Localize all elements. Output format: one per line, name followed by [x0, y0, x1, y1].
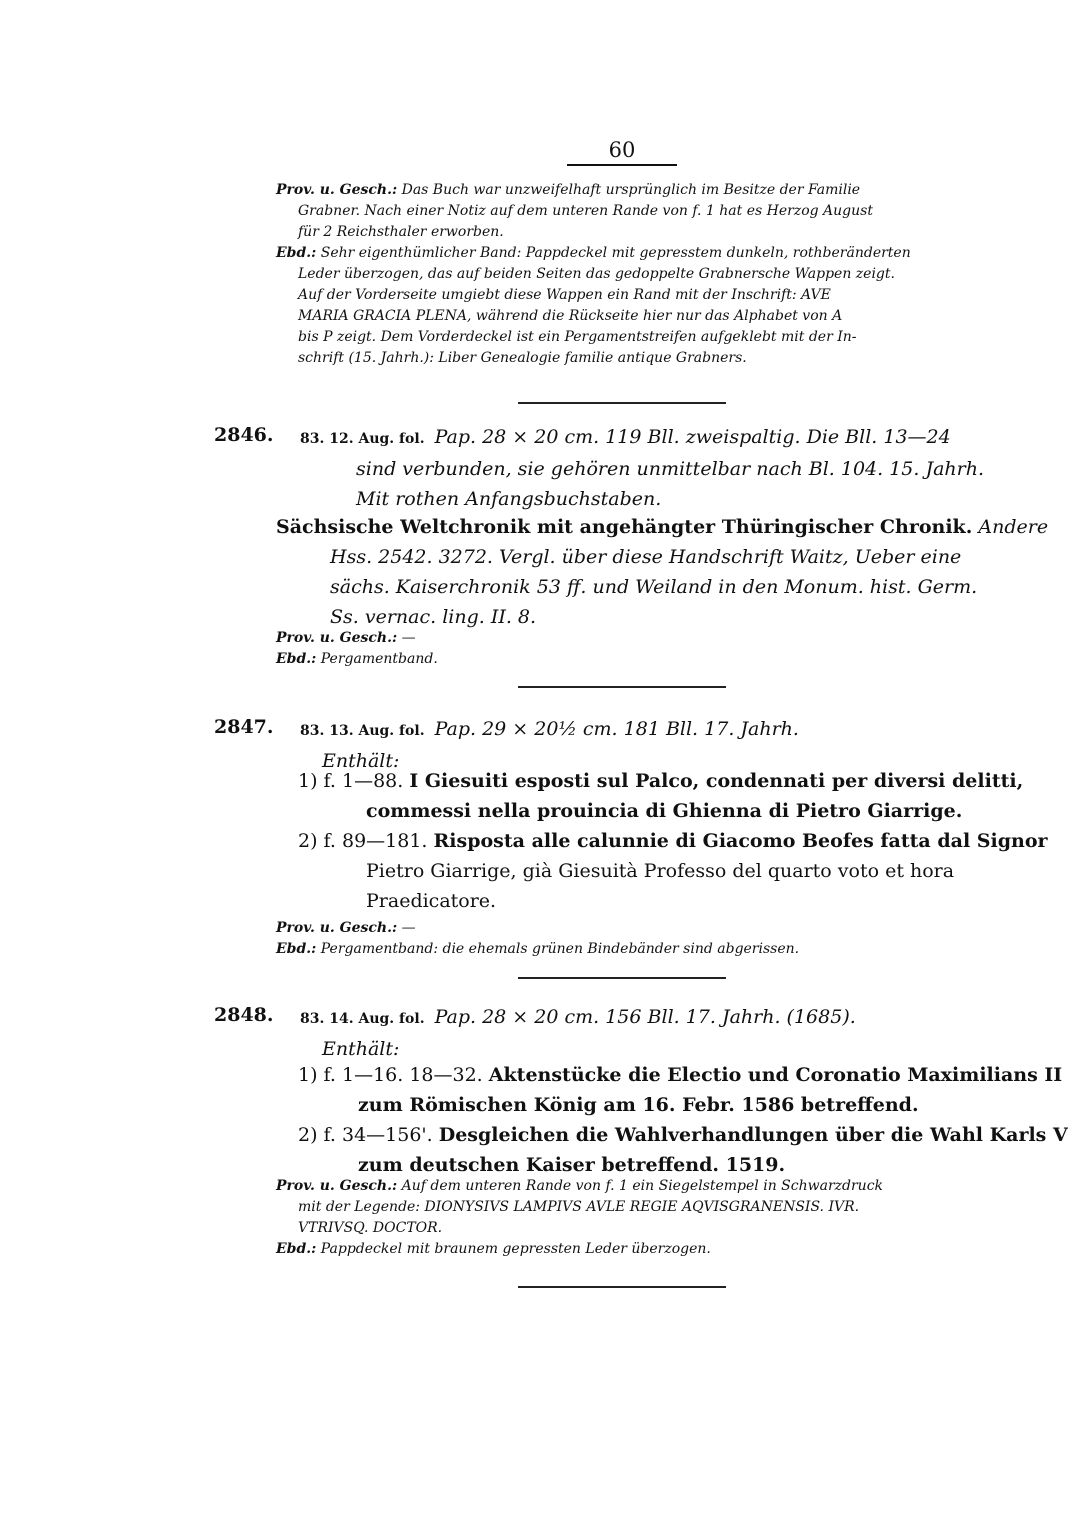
manuscript-title: Sächsische Weltchronik mit angehängter Thüringischer Chronik. [276, 516, 973, 538]
prov-text-cont: VTRIVSQ. DOCTOR. [298, 1220, 443, 1236]
ebd-line-4: MARIA GRACIA PLENA, während die Rückseite hier nur das Alphabet von A [298, 308, 843, 324]
contains-label: Enthält: [322, 1038, 400, 1060]
title-more-line-2: sächs. Kaiserchronik 53 ff. und Weiland in den Monum. hist. Germ. [330, 576, 978, 598]
entry-desc: Pap. 28 × 20 cm. 156 Bll. 17. Jahrh. (1685). [434, 1006, 856, 1028]
prov-line [276, 918, 986, 939]
item-text-cont: Praedicatore. [366, 890, 497, 912]
entry-desc-line [300, 714, 990, 746]
ebd-label: Ebd.: [276, 245, 317, 261]
prov-label: Prov. u. Gesch.: [276, 920, 398, 936]
prov-label: Prov. u. Gesch.: [276, 182, 398, 198]
item-ref: 1) f. 1—16. 18—32. [298, 1064, 483, 1086]
entry-2846-notes [276, 628, 986, 670]
shelf-mark: 83. 13. Aug. fol. [300, 723, 425, 739]
title-line [276, 512, 1049, 542]
page-number: 60 [567, 138, 677, 166]
item-text-cont: commessi nella prouincia di Ghienna di Pietro Giarrige. [366, 800, 963, 822]
entry-2846 [300, 422, 990, 514]
prov-label: Prov. u. Gesch.: [276, 630, 398, 646]
ebd-text: Pergamentband: die ehemals grünen Bindebänder sind abgerissen. [320, 941, 800, 957]
entry-desc: Pap. 29 × 20½ cm. 181 Bll. 17. Jahrh. [434, 718, 799, 740]
prov-line-2: Grabner. Nach einer Notiz auf dem unteren Rande von f. 1 hat es Herzog August [298, 203, 873, 219]
prov-line [276, 1176, 992, 1197]
ebd-line-1 [276, 243, 986, 264]
item-line [298, 826, 1048, 856]
entry-2847-notes [276, 918, 986, 960]
entry-2846-title [276, 512, 1049, 632]
item-text: Desgleichen die Wahlverhandlungen über die Wahl Karls V [438, 1124, 1068, 1146]
entry-number: 2847. [214, 716, 274, 738]
item-text-cont: zum Römischen König am 16. Febr. 1586 betreffend. [358, 1094, 919, 1116]
entry-desc: Pap. 28 × 20 cm. 119 Bll. zweispaltig. Die Bll. 13—24 [434, 426, 951, 448]
item-ref: 2) f. 34—156'. [298, 1124, 433, 1146]
ebd-label: Ebd.: [276, 1241, 317, 1257]
shelf-mark: 83. 14. Aug. fol. [300, 1011, 425, 1027]
prov-text: — [401, 920, 416, 936]
separator-rule [518, 1286, 726, 1288]
item-line [298, 1060, 1063, 1090]
entry-number: 2848. [214, 1004, 274, 1026]
prov-text: — [401, 630, 416, 646]
separator-rule [518, 686, 726, 688]
ebd-label: Ebd.: [276, 651, 317, 667]
entry-desc-line-3: Mit rothen Anfangsbuchstaben. [356, 488, 662, 510]
ebd-line-5: bis P zeigt. Dem Vorderdeckel ist ein Pergamentstreifen aufgeklebt mit der In- [298, 329, 857, 345]
entry-2847-items [298, 766, 1048, 916]
item-line [298, 766, 1024, 796]
title-more-line-1: Hss. 2542. 3272. Vergl. über diese Handschrift Waitz, Ueber eine [330, 546, 962, 568]
entry-2848 [300, 1002, 990, 1064]
ebd-text: Sehr eigenthümlicher Band: Pappdeckel mit gepresstem dunkeln, rothberänderten [320, 245, 911, 261]
item-text-cont: Pietro Giarrige, già Giesuità Professo del quarto voto et hora [366, 860, 955, 882]
title-tail: Andere [978, 516, 1049, 538]
item-text: Aktenstücke die Electio und Coronatio Maximilians II [488, 1064, 1063, 1086]
item-text: I Giesuiti esposti sul Palco, condennati per diversi delitti, [409, 770, 1024, 792]
ebd-line [276, 939, 986, 960]
separator-rule [518, 402, 726, 404]
prov-text: Auf dem unteren Rande von f. 1 ein Siegelstempel in Schwarzdruck [401, 1178, 884, 1194]
ebd-line [276, 1239, 992, 1260]
entry-2848-items [298, 1060, 1068, 1180]
item-text: Risposta alle calunnie di Giacomo Beofes fatta dal Signor [433, 830, 1048, 852]
entry-2848-notes [276, 1176, 992, 1260]
entry-desc-line-2: sind verbunden, sie gehören unmittelbar nach Bl. 104. 15. Jahrh. [356, 458, 984, 480]
top-section [276, 180, 986, 369]
ebd-line-3: Auf der Vorderseite umgiebt diese Wappen ein Rand mit der Inschrift: AVE [298, 287, 831, 303]
contains-label: Enthält: [322, 750, 400, 772]
prov-line [276, 628, 986, 649]
entry-number: 2846. [214, 424, 274, 446]
title-more-line-3: Ss. vernac. ling. II. 8. [330, 606, 537, 628]
ebd-text: Pappdeckel mit braunem gepressten Leder überzogen. [320, 1241, 711, 1257]
prov-text-cont: mit der Legende: DIONYSIVS LAMPIVS AVLE REGIE AQVISGRANENSIS. IVR. [298, 1199, 860, 1215]
ebd-text: Pergamentband. [320, 651, 438, 667]
item-ref: 2) f. 89—181. [298, 830, 428, 852]
shelf-mark: 83. 12. Aug. fol. [300, 431, 425, 447]
prov-label: Prov. u. Gesch.: [276, 1178, 398, 1194]
ebd-label: Ebd.: [276, 941, 317, 957]
separator-rule [518, 977, 726, 979]
prov-line-1 [276, 180, 986, 201]
item-line [298, 1120, 1068, 1150]
ebd-line-2: Leder überzogen, das auf beiden Seiten das gedoppelte Grabnersche Wappen zeigt. [298, 266, 895, 282]
ebd-line-6: schrift (15. Jahrh.): Liber Genealogie familie antique Grabners. [298, 350, 747, 366]
item-ref: 1) f. 1—88. [298, 770, 404, 792]
prov-text: Das Buch war unzweifelhaft ursprünglich im Besitze der Familie [401, 182, 861, 198]
item-text-cont: zum deutschen Kaiser betreffend. 1519. [358, 1154, 786, 1176]
ebd-line [276, 649, 986, 670]
prov-line-3: für 2 Reichsthaler erworben. [298, 224, 504, 240]
entry-desc-line [300, 422, 990, 454]
entry-desc-line [300, 1002, 990, 1034]
